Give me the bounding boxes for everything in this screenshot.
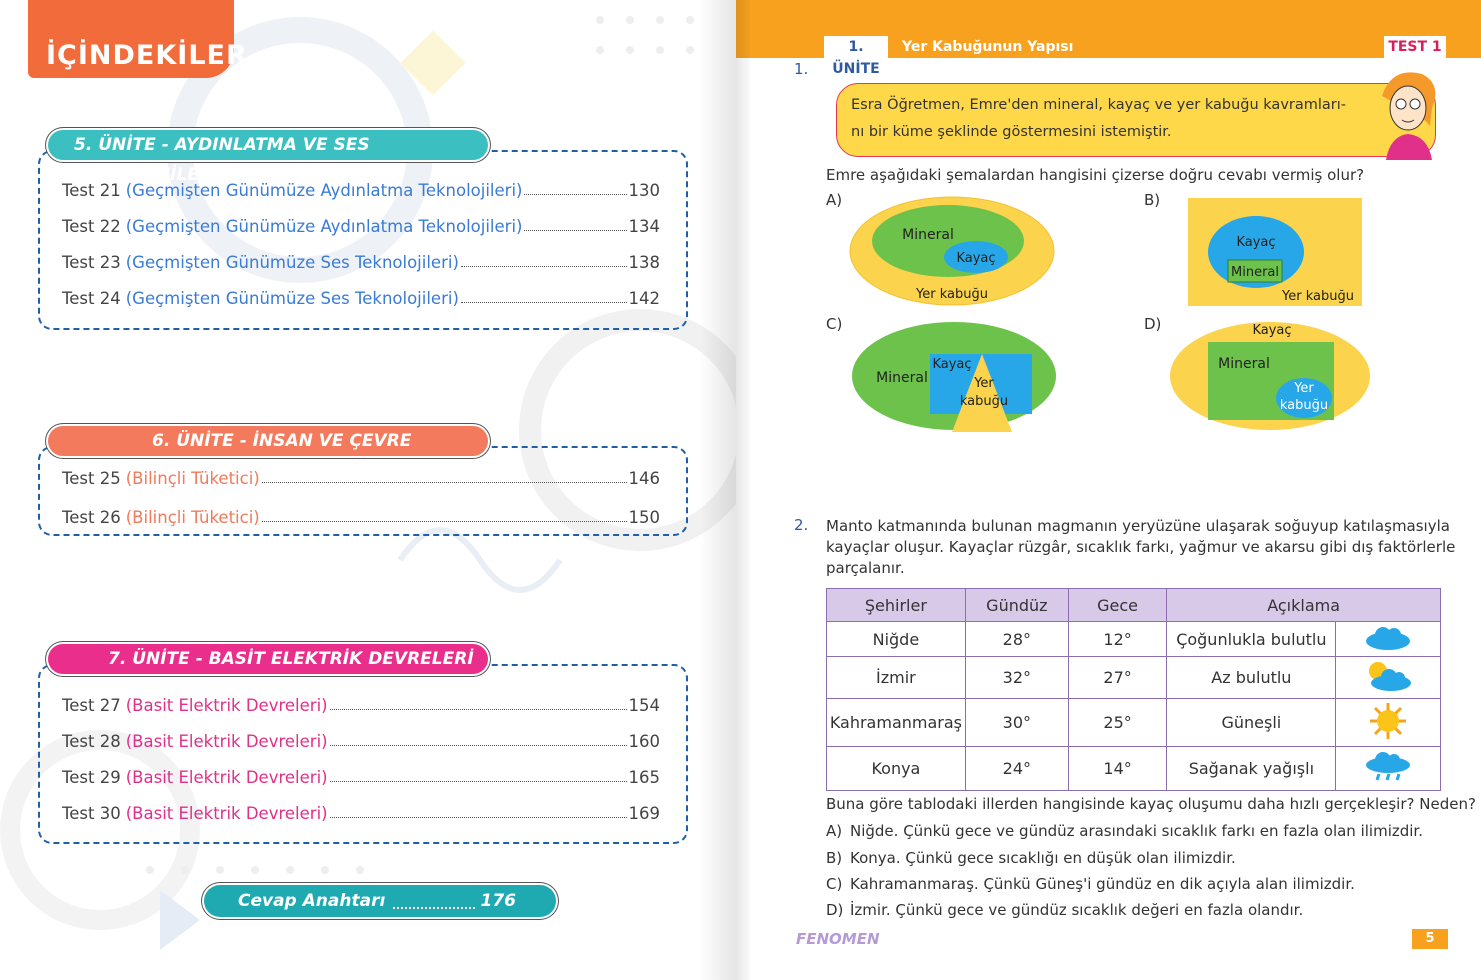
unit-6-header: 6. ÜNİTE - İNSAN VE ÇEVRE xyxy=(48,426,488,456)
toc-entry[interactable]: Test 23 (Geçmişten Günümüze Ses Teknolojileri) 138 xyxy=(62,253,660,272)
answer-key-link[interactable]: Cevap Anahtarı 176 xyxy=(204,885,556,917)
set-label: Yer xyxy=(974,376,994,391)
question-text: Emre aşağıdaki şemalardan hangisini çizerse doğru cevabı vermiş olur? xyxy=(826,166,1365,184)
option-letter[interactable]: B) xyxy=(1144,191,1161,209)
set-label: Kayaç xyxy=(1252,323,1292,338)
toc-entry[interactable]: Test 27 (Basit Elektrik Devreleri) 154 xyxy=(62,696,660,715)
set-label: Yer xyxy=(1294,381,1314,396)
table-row: İzmir 32° 27° Az bulutlu xyxy=(827,657,1441,699)
book-spine-shadow xyxy=(700,0,750,980)
teacher-icon xyxy=(1372,66,1444,160)
set-label: Mineral xyxy=(876,370,928,386)
table-header-row: Şehirler Gündüz Gece Açıklama xyxy=(827,589,1441,622)
page-number: 5 xyxy=(1412,929,1448,949)
unit-5-header: 5. ÜNİTE - AYDINLATMA VE SES TEKNOLOJİLERİ xyxy=(48,130,488,160)
diagram-option-c[interactable] xyxy=(850,320,1060,436)
diagram-option-b[interactable] xyxy=(1186,196,1364,308)
option-letter[interactable]: A) xyxy=(826,191,843,209)
answer-option-b[interactable]: B) Konya. Çünkü gece sıcaklığı en düşük olan ilimizdir. xyxy=(826,849,1236,867)
answer-option-c[interactable]: C) Kahramanmaraş. Çünkü Güneş'i gündüz en dik açıyla alan ilimizdir. xyxy=(826,875,1355,893)
toc-entry[interactable]: Test 25 (Bilinçli Tüketici) 146 xyxy=(62,469,660,488)
question-text: Buna göre tablodaki illerden hangisinde kayaç oluşumu daha hızlı gerçekleşir? Neden? xyxy=(826,795,1476,813)
set-label: Yer kabuğu xyxy=(916,287,988,302)
page-title: İÇİNDEKİLER xyxy=(28,0,234,78)
partly-cloudy-icon xyxy=(1363,659,1413,693)
option-letter[interactable]: C) xyxy=(826,315,843,333)
question-number: 1. xyxy=(794,60,809,78)
toc-entry[interactable]: Test 21 (Geçmişten Günümüze Aydınlatma Teknolojileri) 130 xyxy=(62,181,660,200)
right-page xyxy=(736,0,1481,980)
toc-entry[interactable]: Test 26 (Bilinçli Tüketici) 150 xyxy=(62,508,660,527)
table-row: Niğde 28° 12° Çoğunlukla bulutlu xyxy=(827,622,1441,657)
answer-option-a[interactable]: A) Niğde. Çünkü gece ve gündüz arasındaki sıcaklık farkı en fazla olan ilimizdir. xyxy=(826,822,1423,840)
set-label: Kayaç xyxy=(956,251,996,266)
weather-table xyxy=(826,588,1441,791)
set-label: Kayaç xyxy=(1236,235,1276,250)
set-label: kabuğu xyxy=(1279,398,1329,413)
sun-icon xyxy=(1368,701,1408,741)
toc-entry[interactable]: Test 30 (Basit Elektrik Devreleri) 169 xyxy=(62,804,660,823)
set-label: kabuğu xyxy=(959,394,1009,409)
table-row: Kahramanmaraş 30° 25° Güneşli xyxy=(827,699,1441,747)
unit-label: 1. ÜNİTE xyxy=(824,36,888,58)
diagram-option-a[interactable] xyxy=(848,195,1058,309)
speech-bubble: Esra Öğretmen, Emre'den mineral, kayaç ve yer kabuğu kavramları- nı bir küme şeklinde göstermesini istemiştir. xyxy=(836,83,1436,157)
option-letter[interactable]: D) xyxy=(1144,315,1162,333)
set-label: Mineral xyxy=(902,227,954,243)
cloud-icon xyxy=(1363,623,1413,651)
set-label: Mineral xyxy=(1218,356,1270,372)
brand-logo: FENOMEN xyxy=(796,930,880,948)
toc-entry[interactable]: Test 29 (Basit Elektrik Devreleri) 165 xyxy=(62,768,660,787)
left-page xyxy=(0,0,736,980)
toc-entry[interactable]: Test 22 (Geçmişten Günümüze Aydınlatma Teknolojileri) 134 xyxy=(62,217,660,236)
set-label: Kayaç xyxy=(932,357,972,372)
question-number: 2. xyxy=(794,516,809,534)
set-label: Mineral xyxy=(1231,265,1279,280)
diagram-option-d[interactable] xyxy=(1168,320,1374,432)
unit-7-header: 7. ÜNİTE - BASİT ELEKTRİK DEVRELERİ xyxy=(48,644,488,674)
toc-entry[interactable]: Test 28 (Basit Elektrik Devreleri) 160 xyxy=(62,732,660,751)
question-text: Manto katmanında bulunan magmanın yeryüzüne ulaşarak soğuyup katılaşmasıyla kayaçlar oluşur. Kayaçlar rüzgâr, sıcaklık farkı, yağmur ve akarsu gibi dış faktörlerle parçalanır. xyxy=(826,517,1456,577)
unit-title: Yer Kabuğunun Yapısı xyxy=(902,39,1074,55)
answer-option-d[interactable]: D) İzmir. Çünkü gece ve gündüz sıcaklık değeri en fazla olandır. xyxy=(826,901,1304,919)
toc-entry[interactable]: Test 24 (Geçmişten Günümüze Ses Teknolojileri) 142 xyxy=(62,289,660,308)
table-row: Konya 24° 14° Sağanak yağışlı xyxy=(827,747,1441,791)
set-label: Yer kabuğu xyxy=(1282,289,1354,304)
rain-cloud-icon xyxy=(1363,750,1413,784)
test-tag: TEST 1 xyxy=(1384,36,1446,58)
